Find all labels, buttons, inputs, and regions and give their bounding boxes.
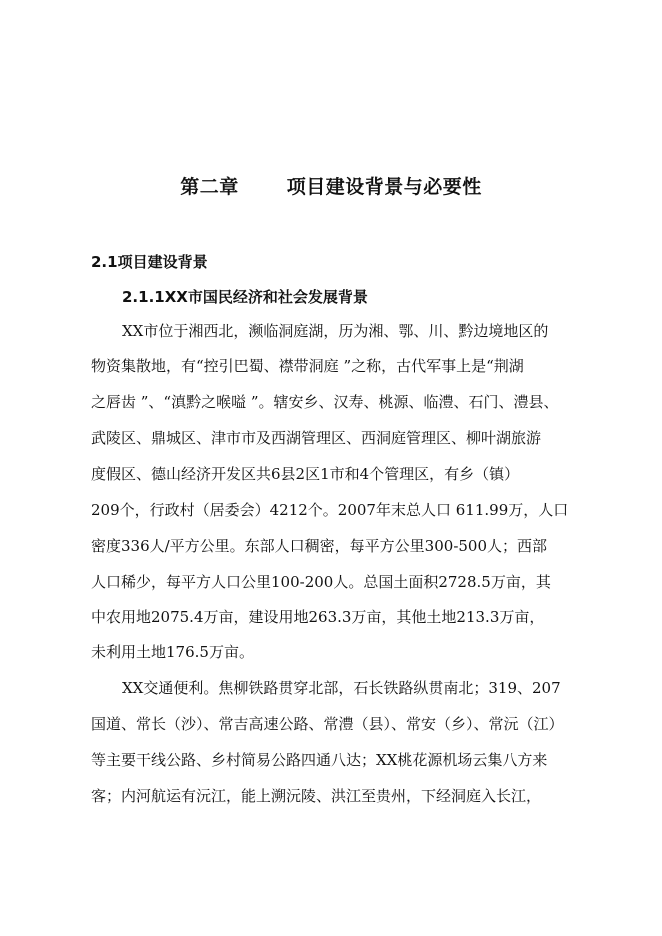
section-heading: 2.1项目建设背景 — [91, 253, 208, 271]
paragraph-1-line: 度假区、德山经济开发区共6县2区1市和4个管理区，有乡（镇） — [91, 465, 520, 483]
paragraph-1-line: XX市位于湘西北，濒临洞庭湖，历为湘、鄂、川、黔边境地区的 — [122, 322, 549, 340]
paragraph-1-line: 中农用地2075.4万亩，建设用地263.3万亩，其他土地213.3万亩， — [91, 608, 545, 626]
chapter-name: 项目建设背景与必要性 — [286, 176, 482, 198]
subsection-heading: 2.1.1XX市国民经济和社会发展背景 — [122, 288, 368, 306]
paragraph-1-line: 物资集散地，有“控引巴蜀、襟带洞庭 ”之称，古代军事上是“荆湖 — [91, 357, 524, 375]
paragraph-1-line: 人口稀少，每平方人口公里100-200人。总国土面积2728.5万亩，其 — [91, 573, 551, 591]
chapter-title — [0, 172, 662, 199]
paragraph-1-line: 未利用土地176.5万亩。 — [91, 643, 254, 661]
paragraph-1-line: 之唇齿 ”、“滇黔之喉嗌 ”。辖安乡、汉寿、桃源、临澧、石门、澧县、 — [91, 393, 559, 411]
paragraph-1-line: 209个，行政村（居委会）4212个。2007年末总人口 611.99万，人口 — [91, 501, 569, 519]
paragraph-2-line: 国道、常长（沙）、常吉高速公路、常澧（县）、常安（乡）、常沅（江） — [91, 715, 564, 733]
paragraph-2-line: 等主要干线公路、乡村简易公路四通八达；XX桃花源机场云集八方来 — [91, 751, 548, 769]
paragraph-1-line: 武陵区、鼎城区、津市市及西湖管理区、西洞庭管理区、柳叶湖旅游 — [91, 429, 542, 447]
paragraph-2-line: 客；内河航运有沅江，能上溯沅陵、洪江至贵州，下经洞庭入长江， — [91, 787, 542, 805]
paragraph-2-line: XX交通便利。焦柳铁路贯穿北部，石长铁路纵贯南北；319、207 — [122, 679, 561, 697]
chapter-number: 第二章 — [180, 176, 239, 198]
paragraph-1-line: 密度336人/平方公里。东部人口稠密，每平方公里300-500人；西部 — [91, 537, 548, 555]
